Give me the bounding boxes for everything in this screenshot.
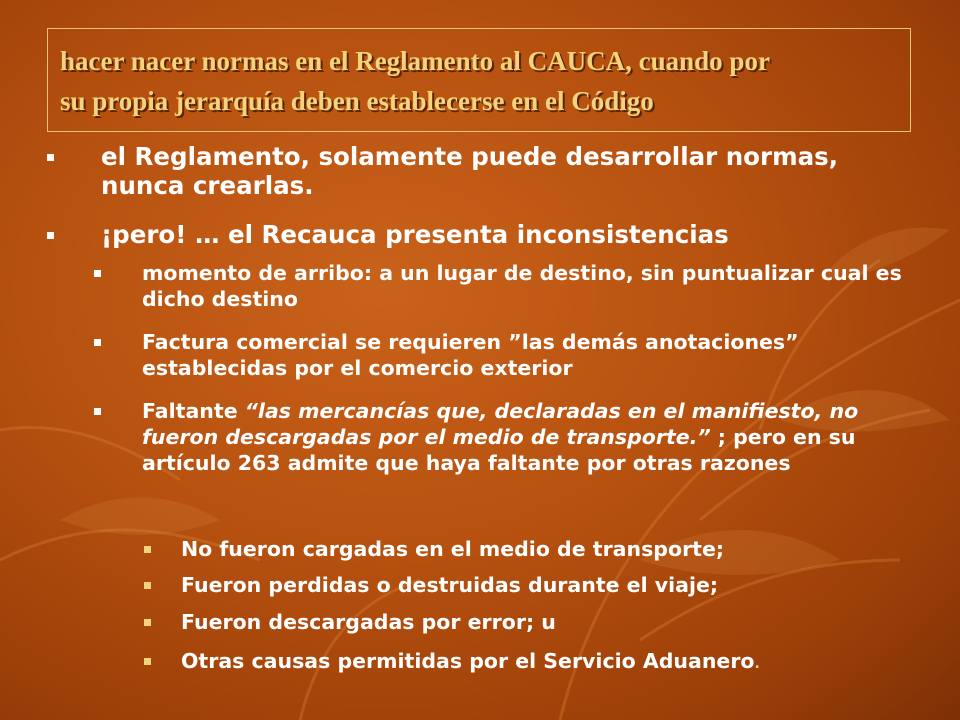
bullet-text: momento de arribo: a un lugar de destino, sin puntualizar cual es dicho destino <box>142 261 902 311</box>
bullet-text-prefix: Faltante <box>142 399 245 423</box>
sub-sub-bullet-item <box>181 536 921 562</box>
sub-bullet-item <box>142 260 912 312</box>
bullet-square-icon <box>94 408 101 415</box>
bullet-text: Factura comercial se requieren ”las demás anotaciones” establecidas por el comercio exterior <box>142 330 799 380</box>
bullet-item <box>101 220 921 249</box>
bullet-square-icon <box>94 339 101 346</box>
sub-sub-bullet-item <box>181 609 921 635</box>
bullet-item <box>101 142 921 200</box>
bullet-text-quote: “las mercancías que, declaradas en el manifiesto, no fueron descargadas por el medio de transporte.” <box>142 399 859 449</box>
slide-title-line-1: hacer nacer normas en el Reglamento al CAUCA, cuando por <box>60 46 770 76</box>
bullet-square-icon <box>144 658 151 665</box>
bullet-square-icon <box>47 232 54 239</box>
bullet-text: Fueron perdidas o destruidas durante el viaje; <box>181 573 719 597</box>
bullet-text: No fueron cargadas en el medio de transporte; <box>181 537 725 561</box>
bullet-text: Otras causas permitidas por el Servicio Aduanero <box>181 649 755 673</box>
bullet-square-icon <box>47 154 54 161</box>
bullet-text: el Reglamento, solamente puede desarrollar normas, nunca crearlas. <box>101 142 839 200</box>
sub-sub-bullet-item <box>181 648 921 677</box>
bullet-square-icon <box>94 270 101 277</box>
sub-bullet-item <box>142 329 912 381</box>
bullet-square-icon <box>144 582 151 589</box>
sub-bullet-item <box>142 398 912 476</box>
slide-title-line-2: su propia jerarquía deben establecerse en el Código <box>60 86 654 116</box>
bullet-square-icon <box>144 546 151 553</box>
bullet-text-suffix: ; pero en su artículo 263 admite que haya faltante por otras razones <box>142 425 856 475</box>
bullet-square-icon <box>144 619 151 626</box>
bullet-text: ¡pero! … el Recauca presenta inconsistencias <box>101 220 729 249</box>
sub-sub-bullet-item <box>181 572 921 598</box>
bullet-text: Fueron descargadas por error; u <box>181 610 556 634</box>
bullet-text-end: . <box>754 656 760 672</box>
